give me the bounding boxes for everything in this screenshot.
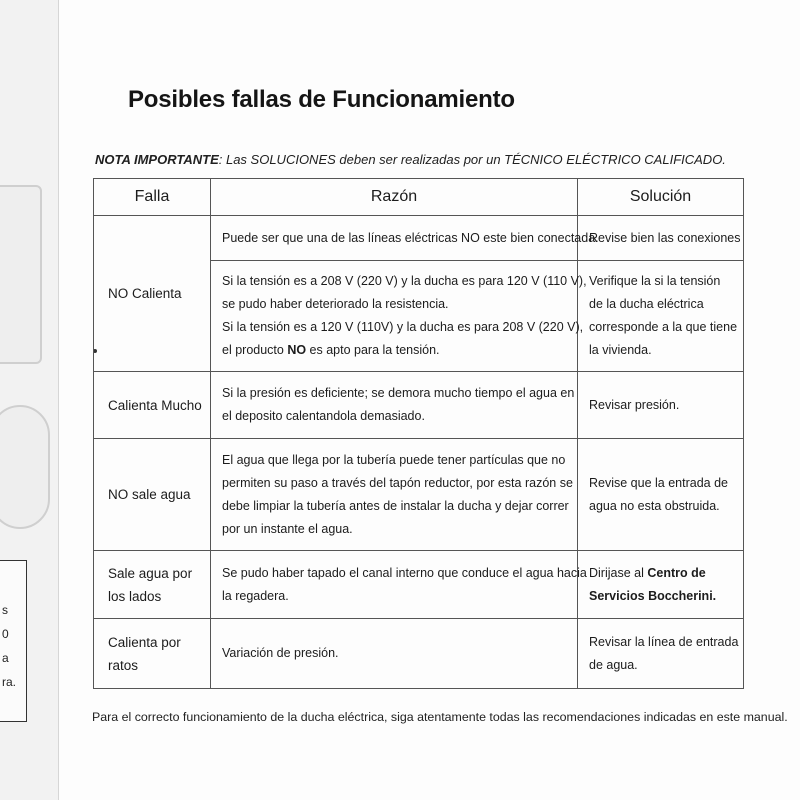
header-falla: Falla xyxy=(94,179,211,216)
razon-cell xyxy=(211,619,578,689)
falla-cell xyxy=(94,551,211,619)
razon-text: Puede ser que una de las líneas eléctricas NO este bien conectada. xyxy=(222,230,599,245)
falla-cell xyxy=(94,372,211,439)
table-header-row xyxy=(94,179,744,216)
solucion-text: Revise que la entrada de xyxy=(589,475,728,490)
solucion-text: Revisar la línea de entrada xyxy=(589,634,739,649)
solucion-text: Verifique la si la tensión xyxy=(589,274,721,288)
table-row xyxy=(94,551,744,619)
razon-text: Variación de presión. xyxy=(222,646,339,660)
solucion-text: agua no esta obstruida. xyxy=(589,498,720,513)
solucion-text: corresponde a la que tiene xyxy=(589,320,738,334)
falla-text: Sale agua por xyxy=(108,565,193,581)
table-row xyxy=(94,619,744,689)
note-label: NOTA IMPORTANTE xyxy=(95,152,219,167)
falla-cell xyxy=(94,619,211,689)
solucion-cell xyxy=(578,551,744,619)
left-page-text: a xyxy=(2,651,9,665)
solucion-cell xyxy=(578,216,744,261)
left-page-text: ra. xyxy=(2,675,17,689)
important-note xyxy=(95,152,726,167)
razon-text-part: es apto para la tensión. xyxy=(306,343,440,357)
footer-note: Para el correcto funcionamiento de la ducha eléctrica, siga atentamente todas las recomendaciones indicadas en este manual. xyxy=(92,710,788,724)
razon-text: Si la presión es deficiente; se demora mucho tiempo el agua en xyxy=(222,386,575,400)
solucion-cell xyxy=(578,619,744,689)
razon-text-part: el producto xyxy=(222,343,288,357)
solucion-cell xyxy=(578,261,744,372)
razon-text: Si la tensión es a 120 V (110V) y la ducha es para 208 V (220 V), xyxy=(222,320,584,334)
header-razon: Razón xyxy=(211,179,578,216)
razon-cell xyxy=(211,261,587,372)
solucion-text xyxy=(589,562,733,585)
table-row xyxy=(94,372,744,439)
falla-text: Calienta Mucho xyxy=(108,397,202,413)
falla-text: NO Calienta xyxy=(108,286,182,301)
solucion-cell xyxy=(578,372,744,439)
falla-cell xyxy=(94,439,211,551)
table-row xyxy=(94,439,744,551)
faults-table xyxy=(93,178,744,689)
solucion-text-bold: Servicios Boccherini. xyxy=(589,588,717,603)
left-page xyxy=(0,0,59,800)
razon-text: el deposito calentandola demasiado. xyxy=(222,409,425,423)
solucion-text: Revisar presión. xyxy=(589,397,680,412)
solucion-text-bold: Centro de xyxy=(647,565,706,580)
razon-text: se pudo haber deteriorado la resistencia. xyxy=(222,297,449,311)
razon-cell xyxy=(211,439,578,551)
razon-cell xyxy=(211,216,599,261)
falla-text: NO sale agua xyxy=(108,487,191,502)
solucion-text: la vivienda. xyxy=(589,343,652,357)
page-title: Posibles fallas de Funcionamiento xyxy=(128,86,515,113)
falla-text: los lados xyxy=(108,588,162,604)
header-solucion: Solución xyxy=(578,179,744,216)
table-row xyxy=(94,216,744,261)
note-text: : Las SOLUCIONES deben ser realizadas por un TÉCNICO ELÉCTRICO CALIFICADO. xyxy=(218,152,726,167)
left-page-box xyxy=(0,560,27,722)
razon-text: Se pudo haber tapado el canal interno que conduce el agua hacia xyxy=(222,565,587,580)
razon-text xyxy=(222,339,567,362)
falla-text: Calienta por xyxy=(108,634,181,650)
razon-cell xyxy=(211,551,587,619)
razon-text: permiten su paso a través del tapón reductor, por esta razón se xyxy=(222,475,573,490)
solucion-text: de la ducha eléctrica xyxy=(589,297,704,311)
left-page-text: s xyxy=(2,603,8,617)
razon-text: Si la tensión es a 208 V (220 V) y la ducha es para 120 V (110 V), xyxy=(222,274,587,288)
solucion-text-part: Dirijase al xyxy=(589,565,648,580)
razon-cell xyxy=(211,372,578,439)
falla-text: ratos xyxy=(108,657,139,673)
razon-text: la regadera. xyxy=(222,588,289,603)
solucion-text: Revise bien las conexiones xyxy=(589,230,741,245)
left-page-illustration xyxy=(0,185,42,364)
left-page-illustration-2 xyxy=(0,405,50,529)
solucion-cell xyxy=(578,439,744,551)
razon-text-bold: NO xyxy=(287,343,307,357)
razon-text: debe limpiar la tubería antes de instalar la ducha y dejar correr xyxy=(222,498,569,513)
razon-text: El agua que llega por la tubería puede tener partículas que no xyxy=(222,452,566,467)
solucion-text: de agua. xyxy=(589,657,638,672)
razon-text: por un instante el agua. xyxy=(222,521,353,536)
left-page-text: 0 xyxy=(2,627,9,641)
falla-cell xyxy=(94,216,211,372)
